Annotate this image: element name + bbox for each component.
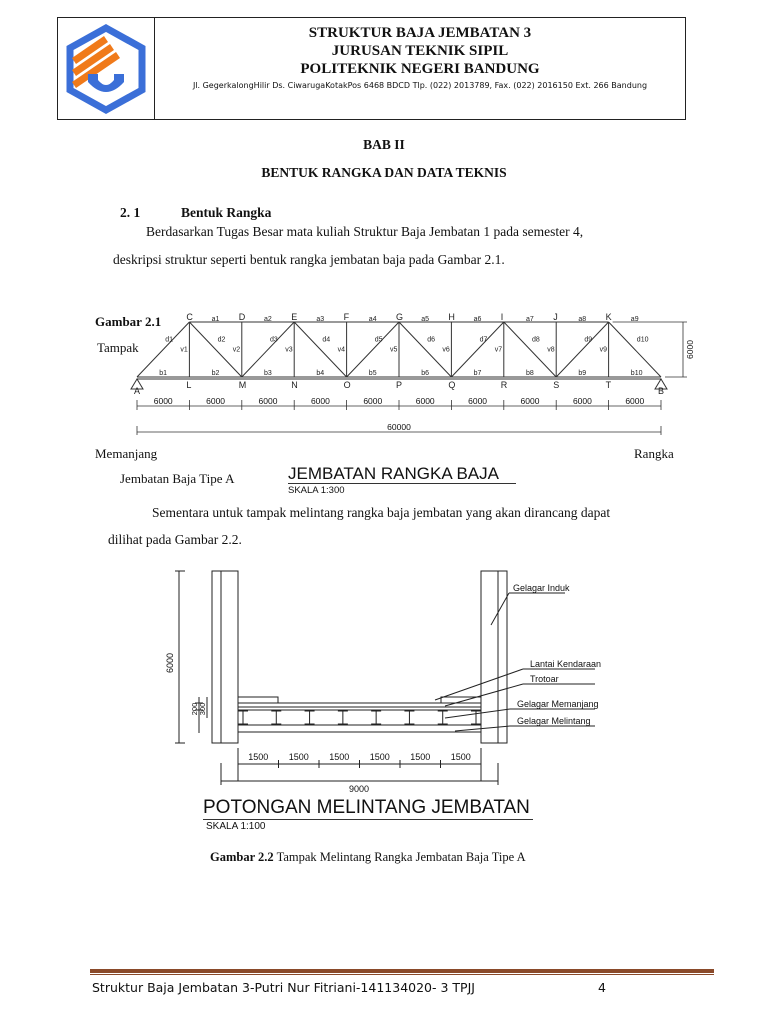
member-label: b2 <box>211 370 220 377</box>
left-main-girder <box>212 571 238 743</box>
node-label: P <box>396 380 403 390</box>
member-label: v7 <box>494 346 503 354</box>
footer-divider-thin <box>90 974 714 975</box>
member-label: d1 <box>165 336 173 344</box>
member-label: d3 <box>270 336 278 344</box>
cross-total-dim: 9000 <box>348 784 370 794</box>
node-label: C <box>186 312 193 322</box>
node-label: E <box>291 312 298 322</box>
truss-height-dim: 6000 <box>685 340 695 359</box>
member-label: a9 <box>630 316 639 323</box>
header-line3: POLITEKNIK NEGERI BANDUNG <box>300 61 540 77</box>
label-gelagar-memanjang: Gelagar Memanjang <box>517 699 599 709</box>
header-line1: STRUKTUR BAJA JEMBATAN 3 <box>308 25 532 41</box>
node-label: H <box>448 312 455 322</box>
paragraph1-line1: Berdasarkan Tugas Besar mata kuliah Struktur Baja Jembatan 1 pada semester 4, <box>146 224 584 239</box>
figure2-caption <box>210 850 526 865</box>
member-label: v1 <box>180 346 188 354</box>
member-label: a7 <box>526 316 534 323</box>
figure1-caption-tampak: Tampak <box>97 340 139 355</box>
segment-dim: 6000 <box>206 396 226 406</box>
figure2-title-underline <box>203 819 533 820</box>
node-label: F <box>343 312 350 322</box>
cross-segment-dim: 1500 <box>288 752 309 762</box>
figure2-drawing-title: POTONGAN MELINTANG JEMBATAN <box>203 797 530 818</box>
member-label: v8 <box>547 346 555 354</box>
member-label: b1 <box>159 370 167 377</box>
paragraph1-line2: deskripsi struktur seperti bentuk rangka jembatan baja pada Gambar 2.1. <box>113 252 505 267</box>
label-gelagar-induk: Gelagar Induk <box>513 583 570 593</box>
node-label: B <box>658 386 665 396</box>
member-label: d10 <box>636 336 649 344</box>
cross-segment-dim: 1500 <box>369 752 390 762</box>
header-address: Jl. GegerkalongHilir Ds. CiwarugaKotakPos 6468 BDCD Tlp. (022) 2013789, Fax. (022) 2016150 Ext. 266 Bandung <box>192 81 648 90</box>
figure1-drawing-title: JEMBATAN RANGKA BAJA <box>288 464 499 483</box>
member-label: v6 <box>442 346 450 354</box>
member-label: b10 <box>630 370 643 377</box>
cross-height-dim: 6000 <box>165 652 175 674</box>
member-label: a5 <box>421 316 429 323</box>
polban-logo <box>58 18 154 119</box>
cross-segment-dim: 1500 <box>410 752 431 762</box>
figure2-caption-text: Tampak Melintang Rangka Jembatan Baja Tipe A <box>273 850 526 864</box>
footer-text: Struktur Baja Jembatan 3-Putri Nur Fitriani-141134020- 3 TPJJ <box>92 980 475 995</box>
member-label: d6 <box>427 336 435 344</box>
truss-elevation-drawing <box>125 312 695 442</box>
cross-segment-dim: 1500 <box>450 752 471 762</box>
member-label: v5 <box>390 346 398 354</box>
node-label: M <box>238 380 247 390</box>
segment-dim: 6000 <box>153 396 173 406</box>
cross-dim-300: 300 <box>198 702 207 716</box>
section-number: 2. 1 <box>120 205 141 220</box>
member-label: d2 <box>217 336 226 344</box>
left-sidewalk <box>238 697 278 703</box>
segment-dim: 6000 <box>625 396 645 406</box>
figure1-caption-memanjang: Memanjang <box>95 446 158 461</box>
figure1-caption-rangka: Rangka <box>634 446 674 461</box>
node-label: L <box>186 380 192 390</box>
figure1-label: Gambar 2.1 <box>95 314 162 329</box>
member-label: a1 <box>211 316 220 323</box>
figure1-caption-tipe: Jembatan Baja Tipe A <box>120 471 235 486</box>
member-label: v9 <box>599 346 608 354</box>
paragraph2-line2: dilihat pada Gambar 2.2. <box>108 532 242 547</box>
node-label: R <box>500 380 508 390</box>
member-label: v4 <box>337 346 346 354</box>
member-label: d9 <box>584 336 593 344</box>
member-label: v2 <box>232 346 241 354</box>
member-label: d7 <box>479 336 488 344</box>
member-label: d5 <box>374 336 383 344</box>
node-label: T <box>605 380 612 390</box>
header-text <box>155 24 685 91</box>
member-label: b5 <box>368 370 377 377</box>
segment-dim: 6000 <box>415 396 435 406</box>
member-label: d4 <box>322 336 331 344</box>
node-label: S <box>553 380 560 390</box>
label-trotoar: Trotoar <box>530 674 559 684</box>
node-label: O <box>343 380 351 390</box>
logo-cell <box>58 18 155 119</box>
node-label: Q <box>448 380 456 390</box>
member-label: b3 <box>264 370 272 377</box>
node-label: N <box>291 380 298 390</box>
node-label: A <box>134 386 141 396</box>
node-label: I <box>500 312 504 322</box>
header-line2: JURUSAN TEKNIK SIPIL <box>331 43 509 59</box>
right-main-girder <box>481 571 507 743</box>
end-post-right <box>609 322 661 377</box>
member-label: d8 <box>532 336 540 344</box>
node-label: G <box>396 312 404 322</box>
member-label: a3 <box>316 316 325 323</box>
member-label: b6 <box>421 370 429 377</box>
cross-dim-200: 200 <box>190 702 199 716</box>
segment-dim: 6000 <box>468 396 488 406</box>
figure1-scale: SKALA 1:300 <box>288 485 345 496</box>
segment-dim: 6000 <box>310 396 330 406</box>
cross-section-drawing <box>155 563 625 833</box>
figure1-title-underline <box>288 483 516 484</box>
node-label: D <box>238 312 246 322</box>
member-label: b7 <box>473 370 482 377</box>
member-label: a8 <box>578 316 587 323</box>
cross-segment-dim: 1500 <box>329 752 350 762</box>
node-label: K <box>605 312 612 322</box>
cross-beam <box>238 725 481 732</box>
segment-dim: 6000 <box>520 396 540 406</box>
figure2-scale: SKALA 1:100 <box>206 821 266 832</box>
chapter-number: BAB II <box>363 137 405 152</box>
segment-dim: 6000 <box>258 396 278 406</box>
segment-dim: 6000 <box>363 396 383 406</box>
member-label: b9 <box>578 370 587 377</box>
node-label: J <box>553 312 558 322</box>
label-gelagar-melintang: Gelagar Melintang <box>517 716 591 726</box>
segment-dim: 6000 <box>572 396 592 406</box>
member-label: a2 <box>264 316 272 323</box>
chapter-title: BENTUK RANGKA DAN DATA TEKNIS <box>261 165 507 180</box>
member-label: b8 <box>526 370 534 377</box>
cross-segment-dim: 1500 <box>248 752 269 762</box>
member-label: v3 <box>285 346 293 354</box>
label-lantai-kendaraan: Lantai Kendaraan <box>530 659 602 669</box>
member-label: b4 <box>316 370 325 377</box>
page-number: 4 <box>598 980 606 995</box>
member-label: a4 <box>368 316 377 323</box>
document-header <box>57 17 686 120</box>
footer-divider <box>90 969 714 973</box>
truss-total-dim: 60000 <box>387 422 411 432</box>
member-label: a6 <box>473 316 482 323</box>
section-title: Bentuk Rangka <box>181 205 272 220</box>
paragraph2-line1: Sementara untuk tampak melintang rangka baja jembatan yang akan dirancang dapat <box>152 505 611 520</box>
figure2-caption-label: Gambar 2.2 <box>210 850 274 864</box>
